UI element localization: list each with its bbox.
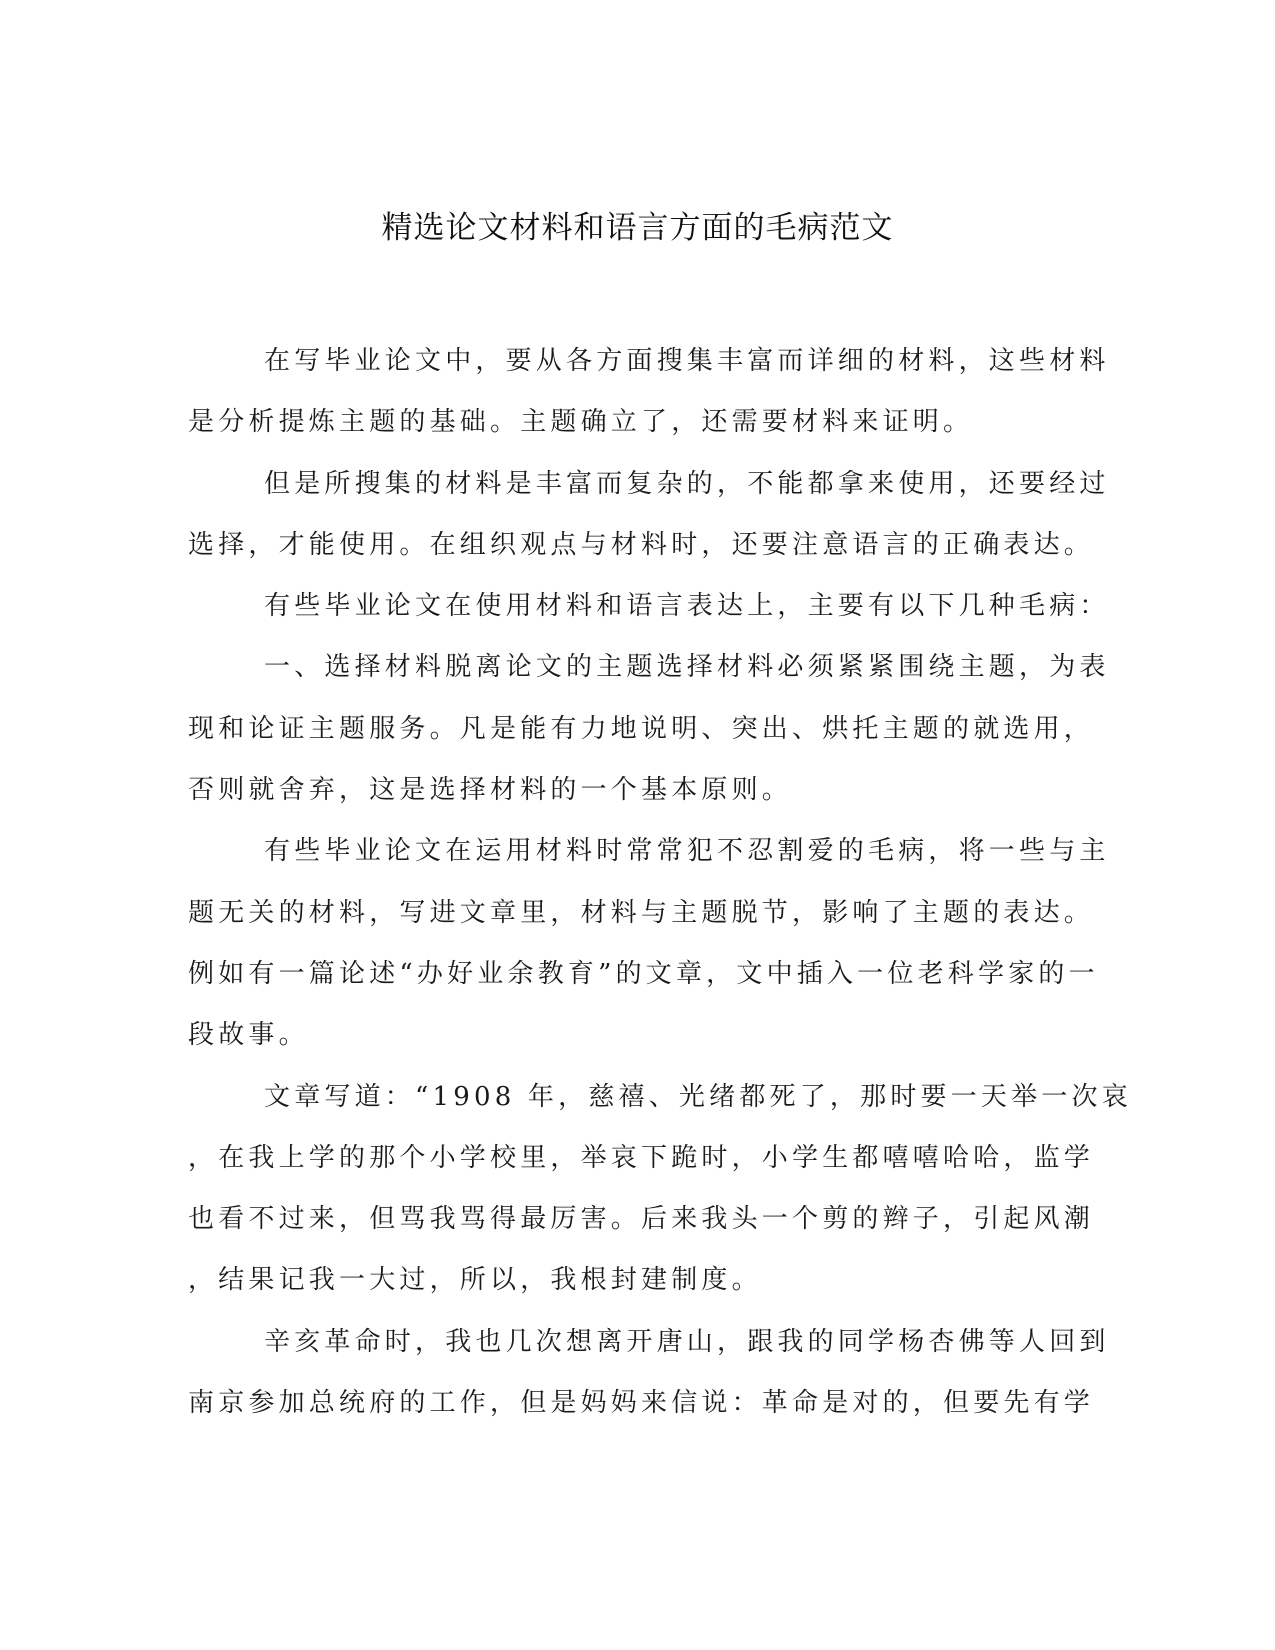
text-line: ，结果记我一大过，所以，我根封建制度。 xyxy=(188,1265,762,1296)
text-line: ，在我上学的那个小学校里，举哀下跪时，小学生都嘻嘻哈哈，监学 xyxy=(188,1142,1095,1173)
text-line: 是分析提炼主题的基础。主题确立了，还需要材料来证明。 xyxy=(188,407,974,438)
text-line: 辛亥革命时，我也几次想离开唐山，跟我的同学杨杏佛等人回到 xyxy=(264,1326,1110,1357)
text-line: 例如有一篇论述“办好业余教育”的文章，文中插入一位老科学家的一 xyxy=(188,958,1099,989)
text-line: 在写毕业论文中，要从各方面搜集丰富而详细的材料，这些材料 xyxy=(264,346,1110,376)
text-line: 一、选择材料脱离论文的主题选择材料必须紧紧围绕主题，为表 xyxy=(264,652,1110,683)
document-title: 精选论文材料和语言方面的毛病范文 xyxy=(381,210,894,246)
text-line: 选择，才能使用。在组织观点与材料时，还要注意语言的正确表达。 xyxy=(188,529,1095,560)
text-line: 否则就舍弃，这是选择材料的一个基本原则。 xyxy=(188,775,793,806)
text-line: 现和论证主题服务。凡是能有力地说明、突出、烘托主题的就选用， xyxy=(188,713,1095,744)
text-line: 但是所搜集的材料是丰富而复杂的，不能都拿来使用，还要经过 xyxy=(264,468,1110,499)
text-line: 文章写道：“1908 年，慈禧、光绪都死了，那时要一天举一次哀 xyxy=(264,1081,1132,1112)
text-line: 段故事。 xyxy=(188,1020,309,1051)
text-line: 有些毕业论文在运用材料时常常犯不忍割爱的毛病，将一些与主 xyxy=(264,836,1110,867)
text-line: 题无关的材料，写进文章里，材料与主题脱节，影响了主题的表达。 xyxy=(188,897,1095,928)
text-line: 南京参加总统府的工作，但是妈妈来信说：革命是对的，但要先有学 xyxy=(188,1388,1095,1419)
text-line: 有些毕业论文在使用材料和语言表达上，主要有以下几种毛病： xyxy=(264,591,1110,622)
document-body xyxy=(188,331,1132,1434)
text-line: 也看不过来，但骂我骂得最厉害。后来我头一个剪的辫子，引起风潮 xyxy=(188,1204,1095,1235)
